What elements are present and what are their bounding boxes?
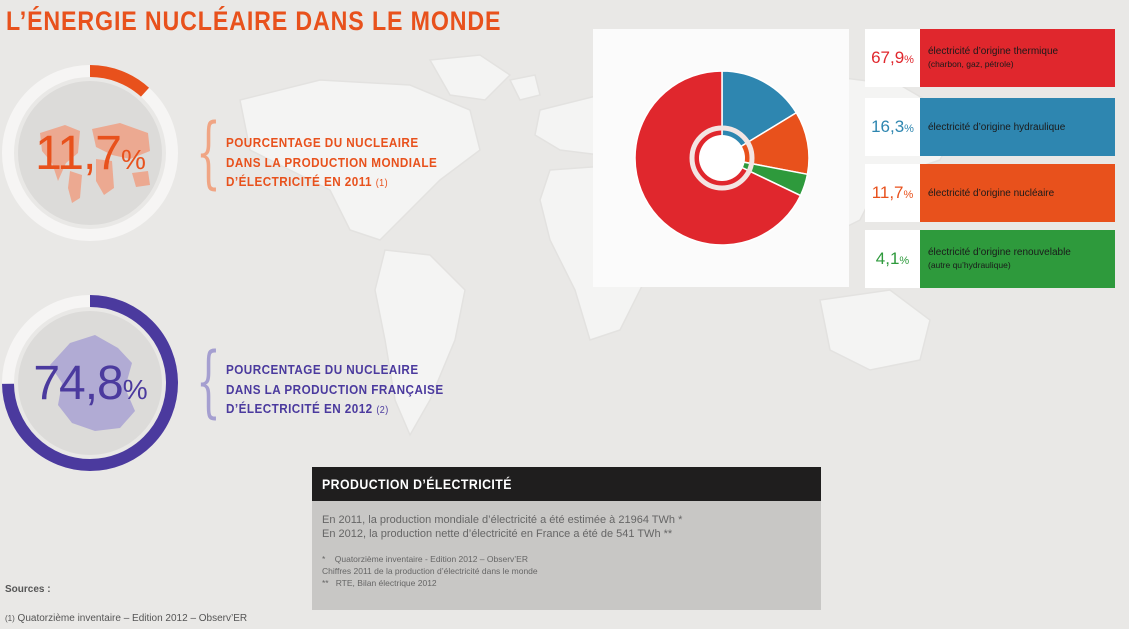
world-desc-ref: (1) [375,178,389,189]
production-body [312,501,821,610]
france-desc-ref: (2) [376,405,389,416]
france-brace-icon: { [196,337,221,427]
legend-row-renouvelable [865,230,1115,288]
france-percentage-suffix: % [122,374,147,405]
legend-label-sub-thermique: (charbon, gaz, pétrole) [928,59,1014,69]
legend-suffix-renouvelable: % [899,255,910,267]
legend-number-nucleaire: 11,7 [871,183,904,202]
world-desc-line1: POURCENTAGE DU NUCLEAIRE [226,135,419,150]
france-percentage-ring [0,293,180,473]
world-desc-line3: D’ÉLECTRICITÉ EN 2011 [226,174,372,189]
production-line1: En 2011, la production mondiale d’électricité a été estimée à 21964 TWh * [322,514,683,526]
legend-label-thermique [920,29,1115,87]
france-description [226,360,444,421]
world-desc-line2: DANS LA PRODUCTION MONDIALE [226,154,438,170]
legend-value-thermique [865,29,920,87]
legend-suffix-hydraulique: % [904,123,914,135]
legend-value-hydraulique [865,98,920,156]
legend-value-renouvelable [865,230,920,288]
production-note2: Chiffres 2011 de la production d’électricité dans le monde [322,566,538,576]
production-note3: ** RTE, Bilan électrique 2012 [322,578,437,588]
world-percentage-suffix: % [120,144,145,175]
legend-label-renouvelable [920,230,1115,288]
france-desc-line2: DANS LA PRODUCTION FRANÇAISE [226,381,444,397]
production-box [312,467,821,610]
legend-label-nucleaire [920,164,1115,222]
legend-row-nucleaire [865,164,1115,222]
pie-center-hole [699,135,745,181]
page-title: L’ÉNERGIE NUCLÉAIRE DANS LE MONDE [6,6,502,36]
production-note1: * Quatorzième inventaire - Edition 2012 – Observ’ER [322,554,528,564]
production-line2: En 2012, la production nette d’électricité en France a été de 541 TWh ** [322,528,673,540]
france-desc-line1: POURCENTAGE DU NUCLEAIRE [226,362,419,377]
legend-suffix-thermique: % [904,54,914,66]
legend-label-text-nucleaire: électricité d’origine nucléaire [928,187,1055,199]
legend-value-nucleaire [865,164,920,222]
world-percentage-ring [0,63,180,243]
legend-label-sub-renouvelable: (autre qu’hydraulique) [928,260,1011,270]
sources-ref1-num: (1) [5,614,15,623]
sources-title: Sources : [5,584,51,595]
world-brace-icon: { [196,108,221,198]
legend-suffix-nucleaire: % [903,189,914,201]
pie-chart [593,29,849,287]
sources-ref1-text: Quatorzième inventaire – Edition 2012 – Observ’ER [14,613,248,624]
legend-row-thermique [865,29,1115,87]
world-percentage-value: 11,7 [35,126,121,180]
world-description [226,133,437,194]
legend-label-text-renouvelable: électricité d’origine renouvelable [928,247,1071,258]
legend-number-hydraulique: 16,3 [871,117,905,136]
legend-number-thermique: 67,9 [871,48,905,67]
legend-label-hydraulique [920,98,1115,156]
legend-number-renouvelable: 4,1 [875,249,900,268]
france-percentage-value: 74,8 [33,356,123,410]
legend-row-hydraulique [865,98,1115,156]
pie-chart-panel [593,29,849,287]
sources-ref1 [5,613,247,624]
legend-label-text-thermique: électricité d’origine thermique [928,46,1059,57]
production-heading [312,467,821,501]
legend-label-text-hydraulique: électricité d’origine hydraulique [928,121,1066,133]
production-heading-text: PRODUCTION D’ÉLECTRICITÉ [322,476,512,492]
france-desc-line3: D’ÉLECTRICITÉ EN 2012 [226,401,373,416]
